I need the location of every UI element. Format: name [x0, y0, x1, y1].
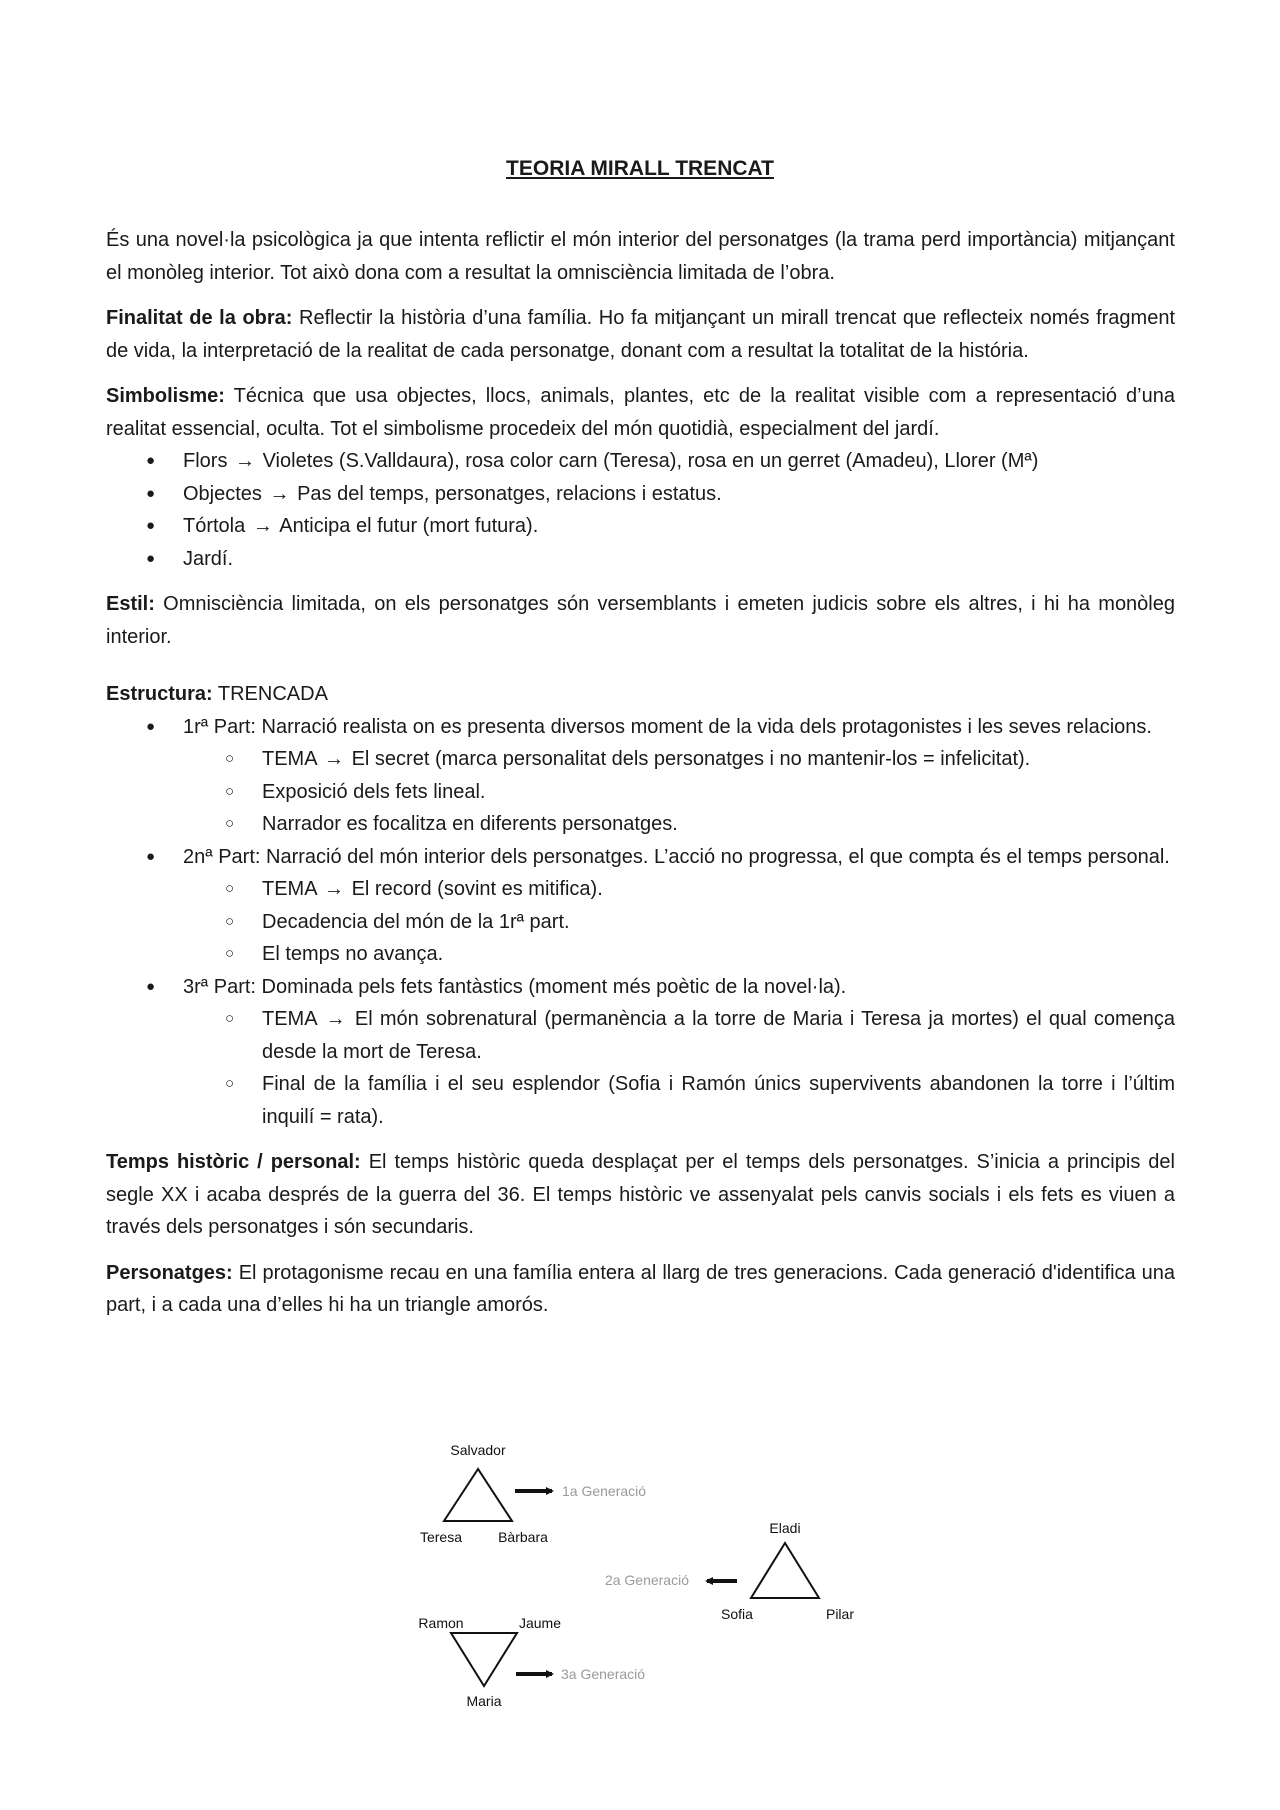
gen3-left-name: Ramon: [418, 1615, 464, 1631]
sub-list: [183, 1003, 1175, 1133]
arrow-right-icon: →: [269, 482, 290, 505]
sub-list-item: ○ Narrador es focalitza en diferents personatges.: [106, 808, 1175, 841]
triangle-icon: [751, 1543, 819, 1598]
gen2-right-name: Pilar: [825, 1606, 855, 1622]
simbolisme-paragraph: [106, 380, 1175, 445]
gen3-bottom-name: Maria: [466, 1693, 502, 1709]
gen2-label: 2a Generació: [604, 1572, 689, 1588]
personatges-text: El protagonisme recau en una família entera al llarg de tres generacions. Cada generació d'identifica una part, i a cada una d’elles hi ha un triangle amorós.: [106, 1261, 1175, 1316]
estructura-label: Estructura:: [106, 683, 213, 705]
arrow-right-icon: →: [324, 878, 345, 900]
finalitat-text: Reflectir la història d’una família. Ho fa mitjançant un mirall trencat que reflecteix només fragment de vida, la interpretació de la realitat de cada personatge, donant com a resultat la totalitat de la história.: [106, 307, 1176, 362]
arrow-right-icon: →: [324, 748, 345, 770]
sub-list-item: ○ Final de la família i el seu esplendor (Sofia i Ramón únics supervivents abandonen la torre i l’últim inquilí = rata).: [106, 1068, 1175, 1133]
list-item: ● Flors → Violetes (S.Valldaura), rosa color carn (Teresa), rosa en un gerret (Amadeu), Llorer (Mª): [106, 445, 1175, 478]
sub-list: [183, 743, 1175, 841]
estructura-list: [106, 711, 1175, 1134]
triangle-icon: [444, 1469, 512, 1521]
inverted-triangle-icon: [451, 1633, 517, 1686]
sub-list-item: ○ TEMA → El secret (marca personalitat dels personatges i no mantenir-los = infelicitat).: [106, 743, 1175, 776]
sub-list-item: ○ TEMA → El record (sovint es mitifica).: [106, 873, 1175, 906]
gen3-label: 3a Generació: [561, 1666, 646, 1682]
personatges-paragraph: [106, 1257, 1175, 1322]
document-body: [106, 224, 1175, 1335]
gen1-label: 1a Generació: [562, 1483, 647, 1499]
estil-text: Omnisciència limitada, on els personatges són versemblants i emeten judicis sobre els altres, i hi ha monòleg interior.: [106, 593, 1175, 648]
list-item: ● 3rª Part: Dominada pels fets fantàstics (moment més poètic de la novel·la). ○ TEMA → El món sobrenatural (permanència a la torre de Maria i Teresa ja mortes) el qual comença desde la mort de Teresa. ○ Final de la família i el seu esplendor (Sofia i Ramón únics supervivents abandonen la torre i l’últim inquilí = rata).: [106, 971, 1175, 1134]
simbolisme-label: Simbolisme:: [106, 385, 225, 407]
intro-paragraph: És una novel·la psicològica ja que intenta reflictir el món interior del personatges (la trama perd importància) mitjançant el monòleg interior. Tot això dona com a resultat la omnisciència limitada de l’obra.: [106, 229, 1175, 284]
arrow-right-icon: →: [252, 515, 273, 537]
generations-diagram: [0, 1430, 1280, 1730]
gen1-top-name: Salvador: [450, 1442, 506, 1458]
sub-list-item: ○ El temps no avança.: [106, 938, 1175, 971]
estructura-text: TRENCADA: [212, 683, 328, 705]
gen2-top-name: Eladi: [769, 1520, 801, 1536]
arrow-right-icon: →: [235, 450, 256, 472]
list-item: ● Objectes → Pas del temps, personatges, relacions i estatus.: [106, 478, 1175, 511]
finalitat-paragraph: [106, 302, 1175, 367]
estil-paragraph: [106, 588, 1175, 653]
generation-3-group: [418, 1615, 645, 1709]
generation-2-group: [605, 1520, 854, 1622]
gen1-right-name: Bàrbara: [498, 1529, 548, 1545]
list-item: ● 2nª Part: Narració del món interior dels personatges. L’acció no progressa, el que compta és el temps personal. ○ TEMA → El record (sovint es mitifica). ○ Decadencia del món de la 1rª part. ○ El temps no avança.: [106, 841, 1175, 971]
list-item: ● Tórtola → Anticipa el futur (mort futura).: [106, 510, 1175, 543]
page-title: TEORIA MIRALL TRENCAT: [506, 157, 774, 180]
sub-list-item: ○ Decadencia del món de la 1rª part.: [106, 906, 1175, 939]
gen1-left-name: Teresa: [419, 1529, 463, 1545]
temps-text: El temps històric queda desplaçat per el temps dels personatges. S’inicia a principis del segle XX i acaba després de la guerra del 36. El temps històric ve assenyalat pels canvis socials i els fets es viuen a través dels personatges i són secundaris.: [106, 1151, 1175, 1238]
simbolisme-text: Técnica que usa objectes, llocs, animals, plantes, etc de la realitat visible com a representació d’una realitat essencial, oculta. Tot el simbolisme procedeix del món quotidià, especialment del jardí.: [106, 385, 1175, 440]
personatges-label: Personatges:: [106, 1261, 233, 1284]
gen2-left-name: Sofia: [721, 1606, 753, 1622]
gen3-right-name: Jaume: [518, 1615, 562, 1631]
temps-label: Temps històric / personal:: [106, 1151, 361, 1173]
generation-1-group: [420, 1442, 646, 1545]
estructura-paragraph: [106, 678, 1175, 711]
temps-paragraph: [106, 1146, 1175, 1244]
estil-label: Estil:: [106, 593, 155, 615]
list-item: ● 1rª Part: Narració realista on es presenta diversos moment de la vida dels protagonistes i les seves relacions. ○ TEMA → El secret (marca personalitat dels personatges i no mantenir-los = infelicitat). ○ Exposició dels fets lineal. ○ Narrador es focalitza en diferents personatges.: [106, 711, 1175, 841]
list-item: ● Jardí.: [106, 543, 1175, 576]
sub-list-item: ○ Exposició dels fets lineal.: [106, 776, 1175, 809]
sub-list: [183, 873, 1175, 971]
finalitat-label: Finalitat de la obra:: [106, 307, 293, 329]
arrow-right-icon: →: [325, 1008, 346, 1030]
sub-list-item: ○ TEMA → El món sobrenatural (permanència a la torre de Maria i Teresa ja mortes) el qual comença desde la mort de Teresa.: [106, 1003, 1175, 1068]
simbolisme-list: [106, 445, 1175, 575]
